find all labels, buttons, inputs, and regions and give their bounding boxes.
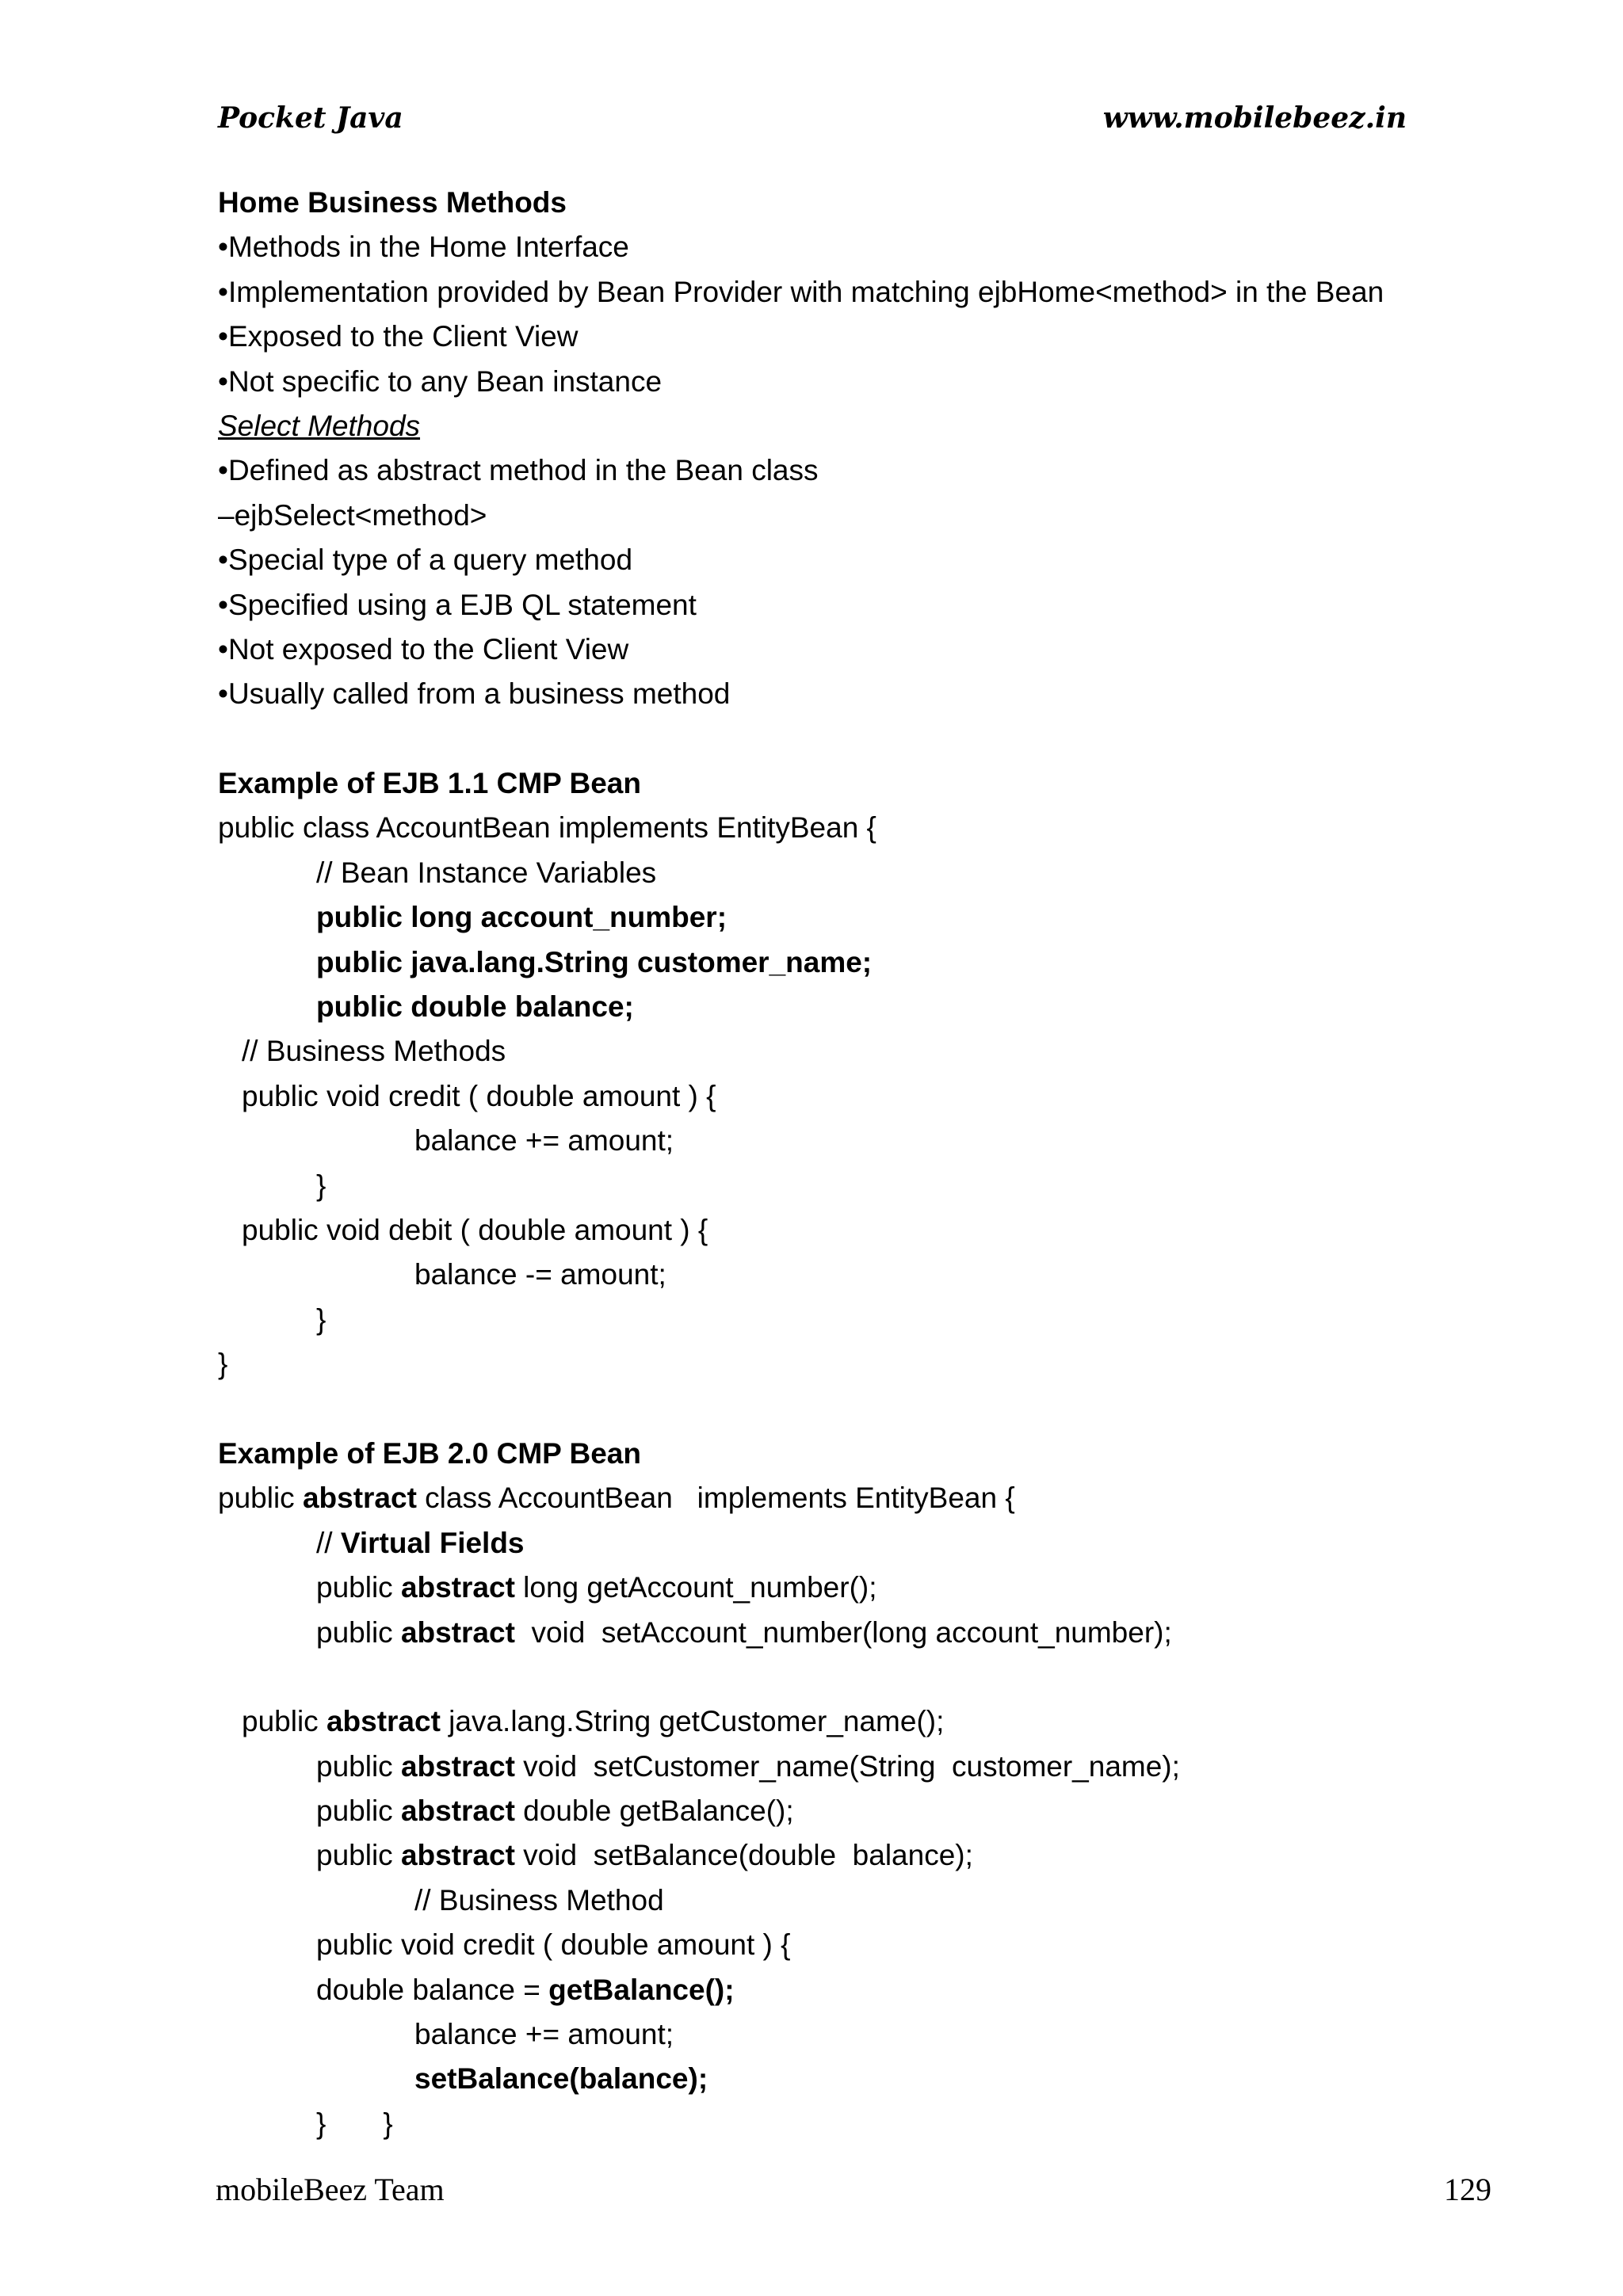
code-keyword: abstract <box>400 1749 515 1783</box>
code-line <box>218 1789 1486 1833</box>
page-header <box>218 101 1407 149</box>
section-subheading: Select Methods <box>218 409 421 442</box>
website-url: www.mobilebeez.in <box>1102 101 1407 135</box>
code-line: balance += amount; <box>414 2018 674 2051</box>
code-line: } } <box>316 2107 393 2140</box>
code-token: double getBalance(); <box>514 1794 794 1828</box>
bullet-item: •Methods in the Home Interface <box>218 231 629 264</box>
code-line <box>218 1968 1486 2012</box>
footer-author: mobileBeez Team <box>216 2172 445 2207</box>
bullet-item: •Implementation provided by Bean Provider with matching ejbHome<method> in the Bean <box>218 275 1384 308</box>
code-line: balance -= amount; <box>414 1258 666 1291</box>
spacer <box>218 717 1486 761</box>
code-line: } <box>316 1169 327 1202</box>
spacer <box>218 1387 1486 1432</box>
code-token: public <box>316 1749 401 1783</box>
code-token: public <box>316 1571 401 1604</box>
bullet-item: –ejbSelect<method> <box>218 498 487 532</box>
code-line <box>218 1476 1486 1520</box>
code-token: public <box>316 1794 401 1828</box>
code-token: void setAccount_number(long account_number); <box>514 1615 1172 1649</box>
code-keyword: abstract <box>326 1705 441 1738</box>
section-heading: Home Business Methods <box>218 186 567 219</box>
code-line: public java.lang.String customer_name; <box>316 945 873 978</box>
code-token: public <box>218 1482 303 1515</box>
code-line <box>218 1833 1486 1878</box>
code-keyword: abstract <box>400 1794 515 1828</box>
code-token: long getAccount_number(); <box>514 1571 877 1604</box>
code-keyword: abstract <box>400 1839 515 1872</box>
bullet-item: •Not specific to any Bean instance <box>218 364 663 398</box>
page-content <box>218 181 1486 2146</box>
code-line: public void debit ( double amount ) { <box>242 1213 708 1246</box>
code-line: public long account_number; <box>316 901 727 934</box>
bullet-item: •Usually called from a business method <box>218 677 731 711</box>
code-line: balance += amount; <box>414 1124 674 1158</box>
code-call-bold: getBalance(); <box>548 1973 735 2006</box>
bullet-item: •Special type of a query method <box>218 543 633 577</box>
code-line: // Bean Instance Variables <box>316 856 657 889</box>
code-line <box>218 1745 1486 1789</box>
bullet-item: •Exposed to the Client View <box>218 320 579 353</box>
bullet-item: •Specified using a EJB QL statement <box>218 588 697 621</box>
code-line: setBalance(balance); <box>414 2062 708 2096</box>
code-line <box>218 1521 1486 1566</box>
code-token: double balance = <box>316 1973 549 2006</box>
spacer <box>218 1655 1486 1699</box>
code-line <box>218 1566 1486 1610</box>
code-line: } <box>316 1302 327 1336</box>
code-line: public double balance; <box>316 990 634 1024</box>
code-line <box>218 1611 1486 1655</box>
code-line: } <box>218 1348 228 1381</box>
code-comment-bold: Virtual Fields <box>340 1526 525 1559</box>
code-line: public void credit ( double amount ) { <box>242 1079 716 1112</box>
example-heading: Example of EJB 2.0 CMP Bean <box>218 1436 641 1470</box>
code-token: void setCustomer_name(String customer_name); <box>514 1749 1180 1783</box>
code-line <box>218 1699 1486 1744</box>
code-token: public <box>242 1705 327 1738</box>
code-line: public class AccountBean implements EntityBean { <box>218 811 876 845</box>
book-title: Pocket Java <box>218 101 403 135</box>
code-token: java.lang.String getCustomer_name(); <box>440 1705 945 1738</box>
page-number: 129 <box>1444 2172 1491 2207</box>
code-token: // <box>316 1526 341 1559</box>
code-keyword: abstract <box>400 1571 515 1604</box>
code-token: class AccountBean implements EntityBean { <box>416 1482 1015 1515</box>
example-heading: Example of EJB 1.1 CMP Bean <box>218 767 641 800</box>
code-line: // Business Methods <box>242 1035 506 1068</box>
bullet-item: •Defined as abstract method in the Bean class <box>218 454 819 487</box>
code-token: public <box>316 1839 401 1872</box>
bullet-item: •Not exposed to the Client View <box>218 632 629 666</box>
code-line: public void credit ( double amount ) { <box>316 1928 791 1962</box>
code-token: public <box>316 1615 401 1649</box>
code-keyword: abstract <box>302 1482 417 1515</box>
code-line: // Business Method <box>414 1883 664 1917</box>
subheading-line <box>218 404 1486 448</box>
code-token: void setBalance(double balance); <box>514 1839 973 1872</box>
code-keyword: abstract <box>400 1615 515 1649</box>
